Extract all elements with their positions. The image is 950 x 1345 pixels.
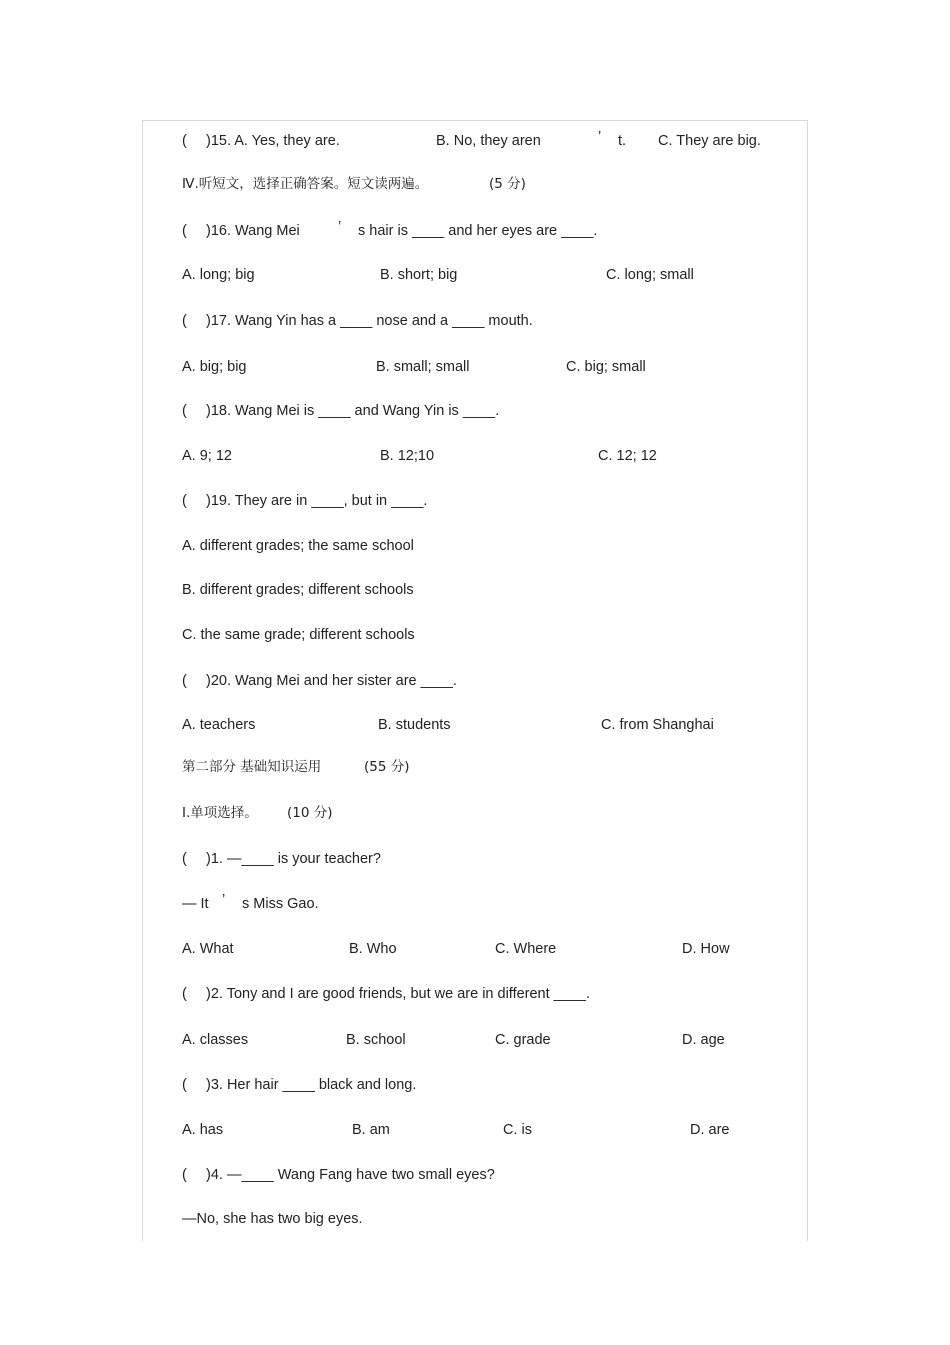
question-4-reply: —No, she has two big eyes. bbox=[182, 1211, 363, 1227]
section-4-title: Ⅳ.听短文，选择正确答案。短文读两遍。 bbox=[182, 176, 429, 192]
question-3-option-c: C. is bbox=[503, 1122, 532, 1138]
answer-paren: ( bbox=[182, 223, 187, 239]
answer-paren: ( bbox=[182, 313, 187, 329]
question-3-option-a: A. has bbox=[182, 1122, 224, 1138]
question-2-option-c: C. grade bbox=[495, 1032, 551, 1048]
question-17-stem: )17. Wang Yin has a ____ nose and a ____ mouth. bbox=[206, 313, 533, 329]
question-16-stem: )16. Wang Mei bbox=[206, 223, 300, 239]
question-1-option-c: C. Where bbox=[495, 941, 557, 957]
question-1-reply-start: — It bbox=[182, 896, 209, 912]
question-17-option-b: B. small; small bbox=[376, 359, 470, 375]
question-1-stem: )1. —____ is your teacher? bbox=[206, 851, 381, 867]
answer-paren: ( bbox=[182, 673, 187, 689]
question-1-option-a: A. What bbox=[182, 941, 234, 957]
answer-paren: ( bbox=[182, 133, 187, 149]
question-3-option-d: D. are bbox=[690, 1122, 730, 1138]
question-20-stem: )20. Wang Mei and her sister are ____. bbox=[206, 673, 457, 689]
answer-paren: ( bbox=[182, 1167, 187, 1183]
apostrophe: ’ bbox=[338, 219, 342, 235]
question-15-option-c: C. They are big. bbox=[658, 133, 761, 149]
question-15-option-a: )15. A. Yes, they are. bbox=[206, 133, 340, 149]
answer-paren: ( bbox=[182, 986, 187, 1002]
question-1-reply-end: s Miss Gao. bbox=[242, 896, 319, 912]
part-2-score: (55 分) bbox=[364, 759, 410, 775]
question-1-option-d: D. How bbox=[682, 941, 730, 957]
question-20-option-c: C. from Shanghai bbox=[601, 717, 714, 733]
question-17-option-c: C. big; small bbox=[566, 359, 646, 375]
question-18-option-c: C. 12; 12 bbox=[598, 448, 657, 464]
answer-paren: ( bbox=[182, 851, 187, 867]
section-1-title: Ⅰ.单项选择。 bbox=[182, 805, 258, 821]
question-18-option-a: A. 9; 12 bbox=[182, 448, 232, 464]
question-3-option-b: B. am bbox=[352, 1122, 390, 1138]
question-17-option-a: A. big; big bbox=[182, 359, 247, 375]
apostrophe: ’ bbox=[598, 129, 602, 145]
question-1-option-b: B. Who bbox=[349, 941, 397, 957]
question-19-stem: )19. They are in ____, but in ____. bbox=[206, 493, 428, 509]
question-16-option-b: B. short; big bbox=[380, 267, 458, 283]
question-18-option-b: B. 12;10 bbox=[380, 448, 435, 464]
question-2-option-a: A. classes bbox=[182, 1032, 249, 1048]
question-20-option-b: B. students bbox=[378, 717, 451, 733]
question-16-stem-end: s hair is ____ and her eyes are ____. bbox=[358, 223, 598, 239]
question-2-option-b: B. school bbox=[346, 1032, 406, 1048]
section-1-score: (10 分) bbox=[287, 805, 333, 821]
question-4-stem: )4. —____ Wang Fang have two small eyes? bbox=[206, 1167, 495, 1183]
question-18-stem: )18. Wang Mei is ____ and Wang Yin is ____. bbox=[206, 403, 500, 419]
part-2-title: 第二部分 基础知识运用 bbox=[182, 759, 322, 775]
answer-paren: ( bbox=[182, 493, 187, 509]
question-2-stem: )2. Tony and I are good friends, but we are in different ____. bbox=[206, 986, 590, 1002]
question-15-option-b-end: t. bbox=[618, 133, 627, 149]
question-15-option-b: B. No, they aren bbox=[436, 133, 541, 149]
apostrophe: ’ bbox=[222, 892, 226, 908]
question-16-option-c: C. long; small bbox=[606, 267, 694, 283]
answer-paren: ( bbox=[182, 403, 187, 419]
question-3-stem: )3. Her hair ____ black and long. bbox=[206, 1077, 417, 1093]
question-19-option-c: C. the same grade; different schools bbox=[182, 627, 415, 643]
question-2-option-d: D. age bbox=[682, 1032, 725, 1048]
question-19-option-b: B. different grades; different schools bbox=[182, 582, 414, 598]
question-16-option-a: A. long; big bbox=[182, 267, 255, 283]
question-20-option-a: A. teachers bbox=[182, 717, 256, 733]
question-19-option-a: A. different grades; the same school bbox=[182, 538, 414, 554]
answer-paren: ( bbox=[182, 1077, 187, 1093]
section-4-score: (5 分) bbox=[489, 176, 526, 192]
